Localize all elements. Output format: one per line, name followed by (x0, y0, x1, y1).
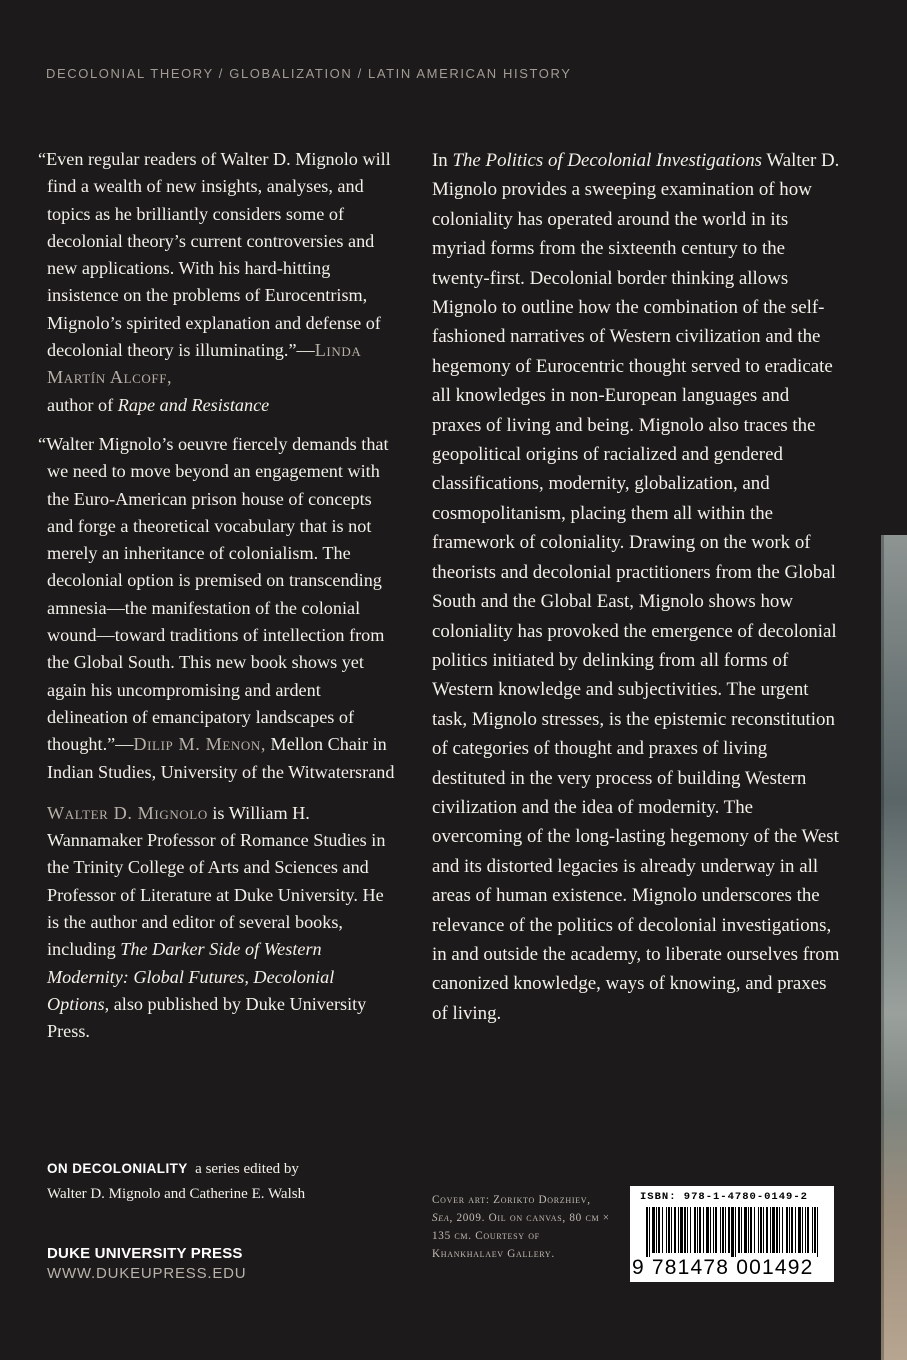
bio-text-1: is William H. Wannamaker Professor of Romance Studies in the Trinity College of Arts and Sciences and Professor of Literature at Duke University. He is the author and editor of several books, including (47, 802, 386, 960)
book-description (432, 146, 842, 1028)
author-bio (38, 800, 400, 1046)
barcode-bar (697, 1207, 698, 1253)
barcode (630, 1186, 834, 1282)
cover-art-title: Sea (432, 1212, 450, 1224)
barcode-bar (684, 1207, 686, 1253)
quote-1-affil: author of (47, 394, 118, 415)
barcode-bar (748, 1207, 749, 1253)
barcode-bar (671, 1207, 672, 1253)
barcode-bar (680, 1207, 683, 1253)
barcode-bar (649, 1207, 650, 1257)
barcode-bar (754, 1207, 755, 1253)
barcode-bar (786, 1207, 788, 1253)
barcode-bar (807, 1207, 809, 1253)
quote-2 (38, 431, 400, 786)
barcode-bar (812, 1207, 813, 1253)
barcode-bar (703, 1207, 704, 1253)
publisher-block (47, 1244, 246, 1284)
barcode-bar (687, 1207, 688, 1253)
barcode-bar (694, 1207, 696, 1253)
barcode-bar (805, 1207, 806, 1253)
barcode-bar (760, 1207, 762, 1253)
endorsements-column (38, 146, 400, 1046)
barcode-bar (715, 1207, 717, 1253)
barcode-bar (789, 1207, 790, 1253)
isbn-label: ISBN: 978-1-4780-0149-2 (640, 1191, 808, 1203)
cover-art-credit (432, 1191, 612, 1263)
description-intro: In (432, 150, 453, 171)
barcode-bar (656, 1207, 657, 1253)
barcode-bar (722, 1207, 724, 1253)
barcode-bar (791, 1207, 793, 1253)
barcode-bar (668, 1207, 670, 1253)
barcode-bar (758, 1207, 759, 1253)
series-info (47, 1156, 305, 1207)
barcode-bar (750, 1207, 752, 1253)
bio-book-title: The Darker Side of Western Modernity: Global Futures, Decolonial Options (47, 939, 335, 1014)
bio-name: Walter D. Mignolo (47, 802, 208, 823)
barcode-bar (782, 1207, 783, 1253)
description-title: The Politics of Decolonial Investigations (452, 150, 763, 171)
barcode-bar (798, 1207, 801, 1253)
barcode-digits: 9 781478 001492 (632, 1256, 814, 1279)
barcode-bar (814, 1207, 816, 1253)
cover-painting-shadow (881, 535, 884, 1360)
barcode-bar (710, 1207, 711, 1253)
barcode-bar (706, 1207, 709, 1253)
series-edited: a series edited by (195, 1161, 299, 1177)
quote-1-author: Linda Martín Alcoff, (47, 340, 362, 388)
barcode-bar (690, 1207, 691, 1253)
barcode-bar (720, 1207, 721, 1253)
barcode-bar (728, 1207, 730, 1253)
barcode-bar (795, 1207, 796, 1253)
barcode-bar (744, 1207, 747, 1253)
quote-2-affil: Mellon Chair in Indian Studies, University of the Witwatersrand (47, 734, 395, 782)
barcode-bar (646, 1207, 648, 1257)
barcode-bar (731, 1207, 734, 1257)
barcode-bar (699, 1207, 701, 1253)
barcode-bar (678, 1207, 679, 1253)
barcode-bar (763, 1207, 764, 1253)
quote-1 (38, 146, 400, 419)
barcode-bar (652, 1207, 655, 1253)
barcode-bar (713, 1207, 714, 1253)
barcode-bar (725, 1207, 726, 1253)
quote-2-author: Dilip M. Menon, (133, 734, 266, 755)
cover-painting-edge (881, 535, 907, 1360)
barcode-bar (779, 1207, 780, 1253)
barcode-bars (646, 1207, 820, 1257)
barcode-bar (817, 1207, 818, 1257)
publisher-name: DUKE UNIVERSITY PRESS (47, 1245, 243, 1262)
barcode-bar (658, 1207, 660, 1253)
cover-art-post: , 2009. Oil on canvas, 80 cm × 135 cm. Courtesy of Khankhalaev Gallery. (432, 1212, 610, 1260)
barcode-bar (738, 1207, 740, 1253)
quote-2-text: “Walter Mignolo’s oeuvre fiercely demands that we need to move beyond an engagement with the Euro-American prison house of concepts and forge a theoretical vocabulary that is not merely an inheritance of colonialism. The decolonial option is premised on transcending amnesia—the manifestation of the colonial wound—toward traditions of intellection from the Global South. This new book shows yet again his uncompromising and ardent delineation of emancipatory landscapes of thought.”— (38, 433, 389, 755)
barcode-bar (772, 1207, 775, 1253)
quote-1-book: Rape and Resistance (117, 394, 270, 415)
cover-art-pre: Cover art: Zorikto Dorzhiev, (432, 1194, 591, 1206)
bio-text-2: , also published by Duke University Press. (47, 993, 367, 1042)
barcode-bar (766, 1207, 768, 1253)
barcode-bar (666, 1207, 667, 1253)
publisher-url: WWW.DUKEUPRESS.EDU (47, 1265, 247, 1282)
quote-1-text: “Even regular readers of Walter D. Mignolo will find a wealth of new insights, analyses, and topics as he brilliantly considers some of decolonial theory’s current controversies and new applications. With his hard-hitting insistence on the problems of Eurocentrism, Mignolo’s spirited explanation and defense of decolonial theory is illuminating.”— (38, 149, 391, 361)
barcode-bar (662, 1207, 663, 1253)
barcode-bar (741, 1207, 742, 1253)
barcode-bar (776, 1207, 778, 1253)
series-heading: ON DECOLONIALITY (47, 1161, 188, 1176)
series-editors: Walter D. Mignolo and Catherine E. Walsh (47, 1186, 306, 1202)
description-body: Walter D. Mignolo provides a sweeping examination of how coloniality has operated around the world in its myriad forms from the sixteenth century to the twenty-first. Decolonial border thinking allows Mignolo to outline how the combination of the self-fashioned narratives of Western civilization and the hegemony of Eurocentric thought served to eradicate all knowledges in non-European languages and praxes of living and being. Mignolo also traces the geopolitical origins of racialized and gendered classifications, modernity, globalization, and cosmopolitanism, placing them all within the framework of coloniality. Drawing on the work of theorists and decolonial practitioners from the Global South and the Global East, Mignolo shows how coloniality has provoked the emergence of decolonial politics initiated by delinking from all forms of Western knowledge and subjectivities. The urgent task, Mignolo stresses, is the epistemic reconstitution of categories of thought and praxes of living destituted in the very process of building Western civilization and the idea of modernity. The overcoming of the long-lasting hegemony of the West and its distorted legacies is already underway in all areas of human existence. Mignolo underscores the relevance of the politics of decolonial investigations, in and outside the academy, to liberate ourselves from canonized knowledge, ways of knowing, and praxes of living. (432, 150, 840, 1024)
barcode-bar (770, 1207, 771, 1253)
barcode-bar (802, 1207, 803, 1253)
category-line: DECOLONIAL THEORY / GLOBALIZATION / LATIN AMERICAN HISTORY (46, 66, 572, 81)
barcode-bar (735, 1207, 736, 1257)
barcode-bar (674, 1207, 676, 1253)
